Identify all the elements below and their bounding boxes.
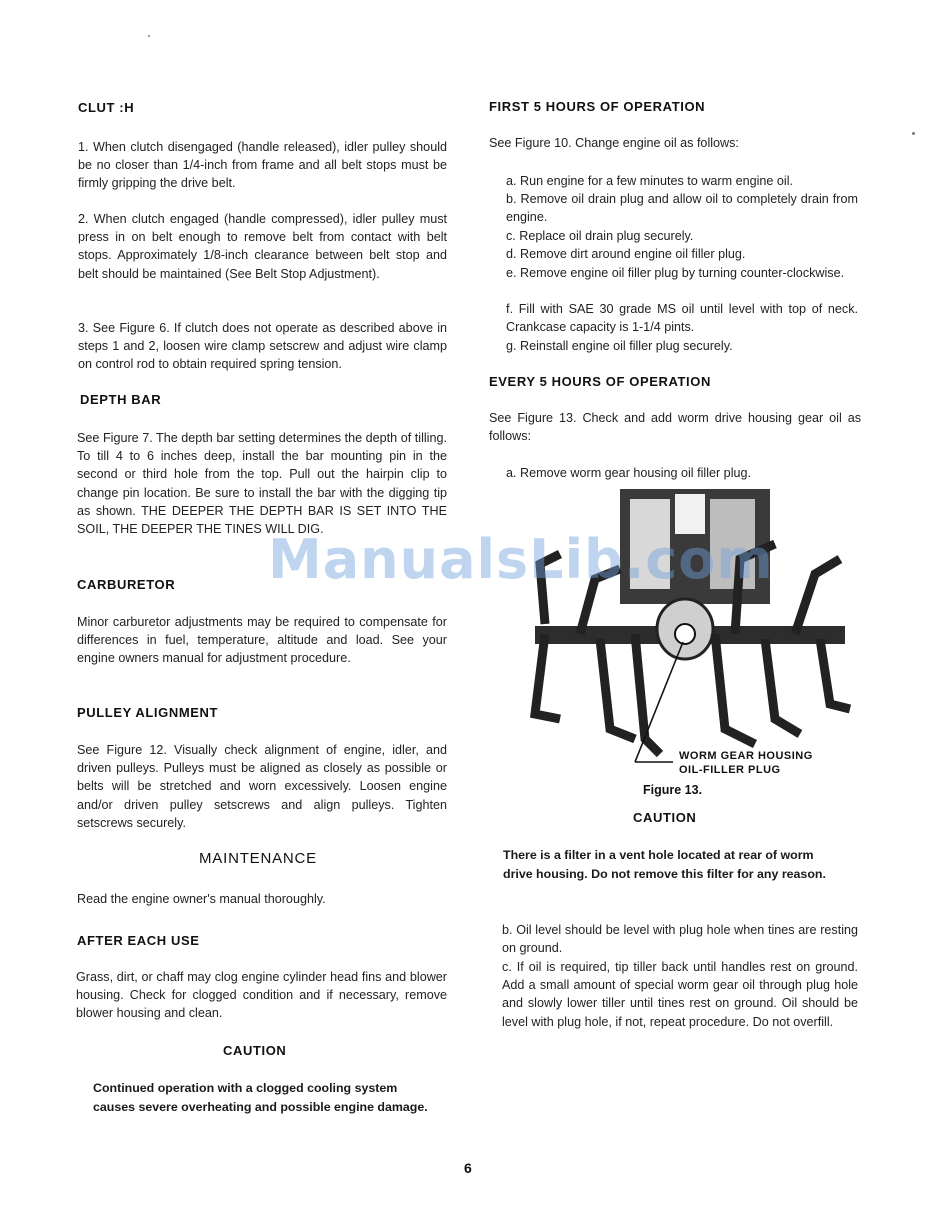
scan-speck <box>912 132 915 135</box>
figure-callout-line2: OIL-FILLER PLUG <box>679 764 781 776</box>
tine-right-5 <box>715 634 755 744</box>
after-each-use-heading: AFTER EACH USE <box>77 933 200 948</box>
tine-right-4 <box>820 639 850 709</box>
engine-top-housing <box>675 494 705 534</box>
clutch-paragraph-1: 1. When clutch disengaged (handle released), idler pulley should be no closer than 1/4-inch from frame and all belt stops must be firmly gripping the drive belt. <box>78 140 447 191</box>
tine-left-1 <box>535 634 560 719</box>
tine-left-3 <box>600 639 635 739</box>
every-5-hours-heading: EVERY 5 HOURS OF OPERATION <box>489 374 711 389</box>
first-5-hours-item-a: a. Run engine for a few minutes to warm engine oil. <box>506 174 794 188</box>
engine-panel-right <box>710 499 755 589</box>
every-5-hours-item-a: a. Remove worm gear housing oil filler plug. <box>506 466 751 480</box>
after-each-use-paragraph: Grass, dirt, or chaff may clog engine cylinder head fins and blower housing. Check for clogged condition and if necessary, remove blower housing and clean. <box>76 970 447 1021</box>
tine-right-3 <box>795 559 840 634</box>
clutch-heading: CLUT :H <box>78 100 135 115</box>
first-5-hours-item-c: c. Replace oil drain plug securely. <box>506 229 694 243</box>
depth-bar-paragraph: See Figure 7. The depth bar setting determines the depth of tilling. To till 4 to 6 inches deep, install the bar mounting pin in the second or third hole from the top. Pull out the hairpin clip to change pin location. Be sure to install the bar with the digging tip as shown. THE DEEPER THE DEPTH BAR IS SET INTO THE SOIL, THE DEEPER THE TINES WILL DIG. <box>77 431 447 537</box>
first-5-hours-item-f: f. Fill with SAE 30 grade MS oil until level with top of neck. Crankcase capacity is 1-1/4 pints. <box>506 302 858 335</box>
figure-callout-line1: WORM GEAR HOUSING <box>679 750 813 762</box>
caution-text-left: Continued operation with a clogged cooling system causes severe overheating and possible engine damage. <box>93 1081 428 1114</box>
engine-panel-left <box>630 499 670 589</box>
maintenance-heading: MAINTENANCE <box>199 850 317 867</box>
first-5-hours-item-g: g. Reinstall engine oil filler plug securely. <box>506 339 733 353</box>
caution-heading-right: CAUTION <box>633 810 697 825</box>
tine-right-2 <box>765 639 800 734</box>
first-5-hours-heading: FIRST 5 HOURS OF OPERATION <box>489 99 706 114</box>
watermark-text: ManualsLib.com <box>268 528 774 591</box>
oil-filler-plug <box>675 624 695 644</box>
maintenance-paragraph: Read the engine owner's manual thoroughly. <box>77 892 326 906</box>
figure-13-caption: Figure 13. <box>643 783 703 797</box>
scan-speck <box>148 35 150 37</box>
tine-left-4 <box>635 634 660 754</box>
depth-bar-heading: DEPTH BAR <box>80 392 162 407</box>
pulley-alignment-heading: PULLEY ALIGNMENT <box>77 705 219 720</box>
every-5-hours-intro: See Figure 13. Check and add worm drive housing gear oil as follows: <box>489 411 861 444</box>
first-5-hours-item-b: b. Remove oil drain plug and allow oil to completely drain from engine. <box>506 192 858 225</box>
first-5-hours-intro: See Figure 10. Change engine oil as follows: <box>489 136 739 150</box>
caution-text-right: There is a filter in a vent hole located at rear of worm drive housing. Do not remove this filter for any reason. <box>503 848 826 881</box>
page-number: 6 <box>464 1160 472 1176</box>
clutch-paragraph-3: 3. See Figure 6. If clutch does not operate as described above in steps 1 and 2, loosen wire clamp setscrew and adjust wire clamp on control rod to obtain required spring tension. <box>78 321 447 372</box>
pulley-alignment-paragraph: See Figure 12. Visually check alignment of engine, idler, and driven pulleys. Pulleys must be aligned as closely as possible or belts will be stretched and worn excessively. Loosen engine and/or driven pulley setscrews and align pulleys. Tighten setscrews securely. <box>77 743 447 830</box>
first-5-hours-item-e: e. Remove engine oil filler plug by turning counter-clockwise. <box>506 266 845 280</box>
tine-left-2 <box>580 569 620 634</box>
figure-13-illustration <box>525 484 855 769</box>
carburetor-paragraph: Minor carburetor adjustments may be required to compensate for differences in fuel, temperature, altitude and load. See your engine owners manual for adjustment procedure. <box>77 615 447 666</box>
tine-left-5 <box>540 554 560 624</box>
item-b-oil-level: b. Oil level should be level with plug hole when tines are resting on ground. <box>502 923 858 956</box>
clutch-paragraph-2: 2. When clutch engaged (handle compressed), idler pulley must press in on belt enough to remove belt from contact with belt stops. Approximately 1/8-inch clearance between belt stop and belt should be maintained (See Belt Stop Adjustment). <box>78 212 447 281</box>
item-c-add-oil: c. If oil is required, tip tiller back until handles rest on ground. Add a small amount of special worm gear oil through plug hole and slowly lower tiller until tines rest on ground. Oil should be level with plug hole, if not, repeat procedure. Do not overfill. <box>502 960 858 1029</box>
first-5-hours-item-d: d. Remove dirt around engine oil filler plug. <box>506 247 746 261</box>
carburetor-heading: CARBURETOR <box>77 577 176 592</box>
caution-heading-left: CAUTION <box>223 1043 287 1058</box>
